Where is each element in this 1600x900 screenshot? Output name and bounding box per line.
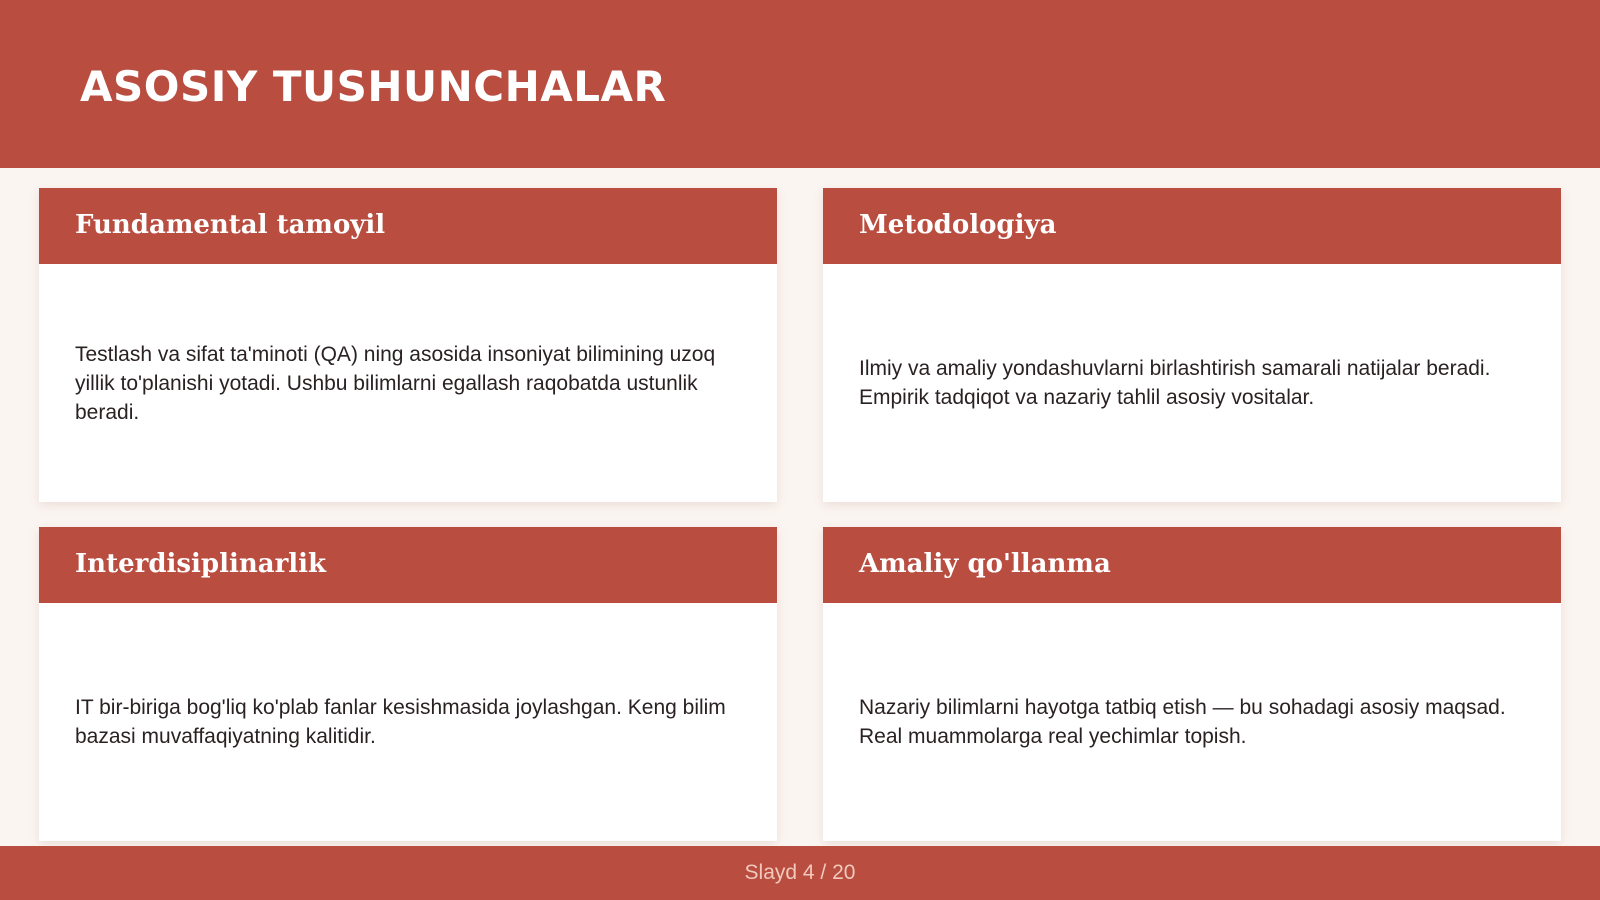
card-header [39,527,777,603]
card-text: Nazariy bilimlarni hayotga tatbiq etish — bu sohadagi asosiy maqsad. Real muammolarga real yechimlar topish. [859,696,1506,748]
card-text: Testlash va sifat ta'minoti (QA) ning asosida insoniyat bilimining uzoq yillik to'planishi yotadi. Ushbu bilimlarni egallash raqobatda ustunlik beradi. [75,342,716,424]
card-methodology [823,188,1561,502]
card-header [823,527,1561,603]
card-fundamental-principle [39,188,777,502]
card-title: Fundamental tamoyil [75,210,386,240]
slide-counter: Slayd 4 / 20 [744,861,856,884]
card-title: Interdisiplinarlik [75,549,327,579]
card-text: IT bir-biriga bog'liq ko'plab fanlar kesishmasida joylashgan. Keng bilim bazasi muvaffaqiyatning kalitidir. [75,696,726,748]
card-header [823,188,1561,264]
card-body [823,603,1561,841]
slide-footer [0,846,1600,900]
card-body [39,264,777,502]
card-practical-guide [823,527,1561,841]
slide-title: ASOSIY TUSHUNCHALAR [80,62,667,111]
card-interdisciplinarity [39,527,777,841]
slide-header [0,0,1600,168]
card-body [39,603,777,841]
card-header [39,188,777,264]
card-text: Ilmiy va amaliy yondashuvlarni birlashtirish samarali natijalar beradi. Empirik tadqiqot va nazariy tahlil asosiy vositalar. [859,357,1491,409]
card-body [823,264,1561,502]
card-title: Amaliy qo'llanma [859,549,1111,579]
card-title: Metodologiya [859,210,1057,240]
